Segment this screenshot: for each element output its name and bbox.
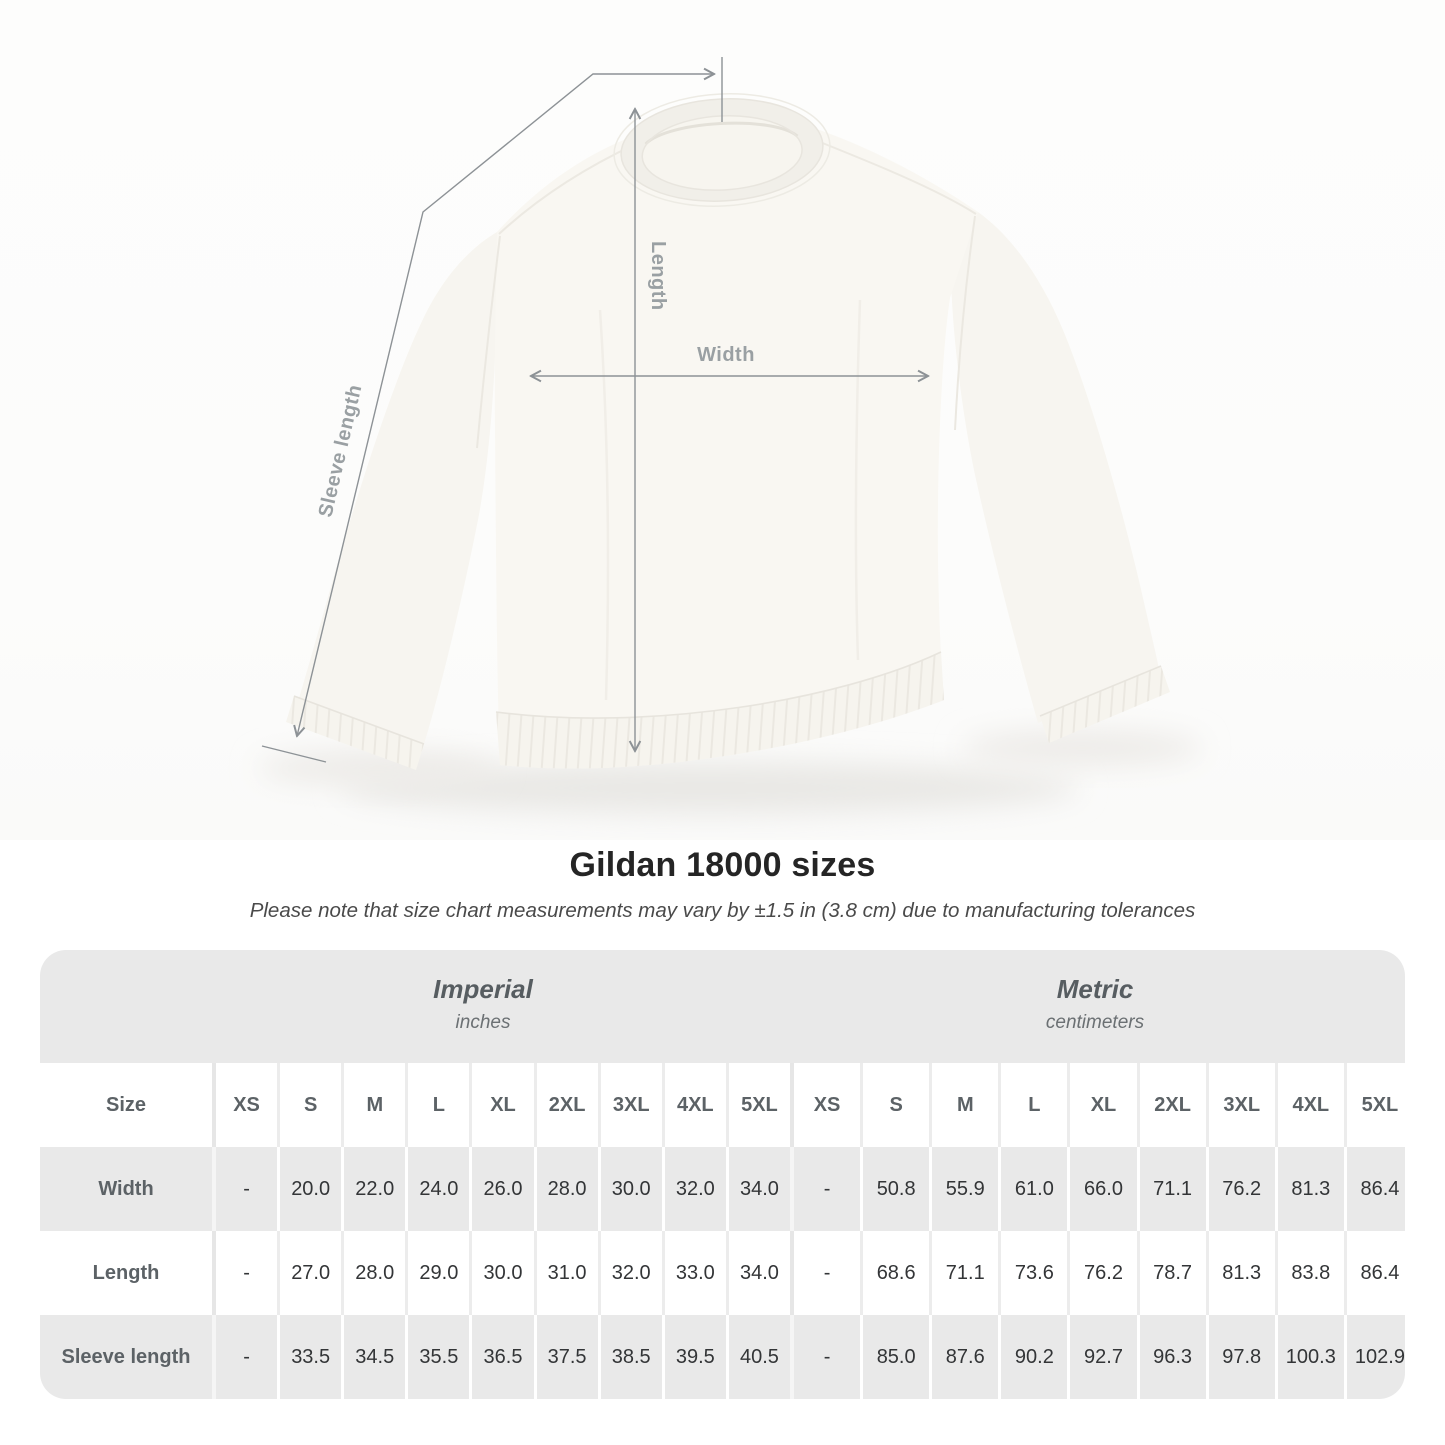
size-column-header: XL [1067,1063,1136,1147]
size-column-header: M [341,1063,405,1147]
size-column-header: 3XL [1206,1063,1275,1147]
size-column-header: XL [469,1063,533,1147]
sleeve-length-row [40,1315,1405,1399]
width-value-cell: 28.0 [534,1147,598,1231]
width-dimension-label: Width [697,344,755,366]
imperial-unit-header [110,974,856,1034]
length-value-cell: 34.0 [726,1231,790,1315]
metric-title: Metric [1056,974,1134,1004]
length-value-cell: 29.0 [405,1231,469,1315]
sleeve-length-value-cell: 37.5 [534,1315,598,1399]
width-value-cell: 81.3 [1275,1147,1344,1231]
size-column-header: 4XL [662,1063,726,1147]
sleeve-length-value-cell: 33.5 [277,1315,341,1399]
imperial-unit-label: inches [455,1012,511,1033]
sleeve-length-value-cell: 39.5 [662,1315,726,1399]
size-column-header: 2XL [534,1063,598,1147]
size-column-header: S [860,1063,929,1147]
sleeve-length-value-cell: 90.2 [998,1315,1067,1399]
metric-unit-header [785,974,1405,1034]
size-column-header: L [405,1063,469,1147]
size-column-header: 5XL [1344,1063,1413,1147]
sleeve-length-value-cell: - [243,1345,250,1368]
sleeve-length-dimension-label: Sleeve length [314,382,367,520]
sweatshirt-garment [286,88,1170,770]
width-value-cell: 71.1 [1137,1147,1206,1231]
size-column-header: S [277,1063,341,1147]
width-value-cell: 30.0 [598,1147,662,1231]
size-header-row [40,1063,1405,1147]
sleeve-length-value-cell: 34.5 [341,1315,405,1399]
sleeve-length-value-cell: 36.5 [469,1315,533,1399]
length-value-cell: 76.2 [1067,1231,1136,1315]
size-column-header: 2XL [1137,1063,1206,1147]
width-row-label: Width [98,1177,154,1200]
page-title: Gildan 18000 sizes [569,846,876,884]
sleeve-length-value-cell: 96.3 [1137,1315,1206,1399]
length-value-cell: 33.0 [662,1231,726,1315]
sleeve-length-value-cell: 35.5 [405,1315,469,1399]
size-column-header: 4XL [1275,1063,1344,1147]
length-value-cell: 81.3 [1206,1231,1275,1315]
length-value-cell: 83.8 [1275,1231,1344,1315]
size-corner-label: Size [105,1093,147,1116]
width-value-cell: 32.0 [662,1147,726,1231]
width-value-cell: - [243,1177,250,1200]
size-column-header: L [998,1063,1067,1147]
length-row-label: Length [92,1261,160,1284]
size-column-header: M [929,1063,998,1147]
size-column-header: 5XL [726,1063,790,1147]
length-row [40,1231,1405,1315]
length-value-cell: 32.0 [598,1231,662,1315]
size-column-header: 3XL [598,1063,662,1147]
unit-header-band [40,950,1405,1063]
length-value-cell: - [823,1261,831,1284]
metric-unit-label: centimeters [1045,1012,1145,1033]
size-column-header: XS [233,1093,260,1116]
sleeve-length-value-cell: 40.5 [726,1315,790,1399]
sleeve-length-value-cell: 92.7 [1067,1315,1136,1399]
width-value-cell: 76.2 [1206,1147,1275,1231]
sleeve-length-value-cell: 100.3 [1275,1315,1344,1399]
sleeve-length-value-cell: - [823,1345,831,1368]
sleeve-length-value-cell: 85.0 [860,1315,929,1399]
width-value-cell: - [823,1177,831,1200]
length-value-cell: 31.0 [534,1231,598,1315]
length-dimension-label: Length [647,241,669,311]
sleeve-length-value-cell: 87.6 [929,1315,998,1399]
length-value-cell: 30.0 [469,1231,533,1315]
sleeve-length-row-label: Sleeve length [61,1345,191,1368]
length-value-cell: 86.4 [1344,1231,1413,1315]
width-value-cell: 61.0 [998,1147,1067,1231]
length-value-cell: - [243,1261,250,1284]
length-value-cell: 28.0 [341,1231,405,1315]
width-value-cell: 26.0 [469,1147,533,1231]
width-value-cell: 66.0 [1067,1147,1136,1231]
sleeve-length-value-cell: 97.8 [1206,1315,1275,1399]
length-value-cell: 68.6 [860,1231,929,1315]
width-value-cell: 50.8 [860,1147,929,1231]
sleeve-length-value-cell: 102.9 [1344,1315,1405,1399]
title-block [0,846,1445,923]
length-value-cell: 71.1 [929,1231,998,1315]
length-value-cell: 78.7 [1137,1231,1206,1315]
width-row [40,1147,1405,1231]
length-value-cell: 73.6 [998,1231,1067,1315]
width-value-cell: 22.0 [341,1147,405,1231]
width-value-cell: 86.4 [1344,1147,1413,1231]
size-table [40,950,1405,1399]
size-column-header: XS [813,1093,841,1116]
width-value-cell: 55.9 [929,1147,998,1231]
width-value-cell: 20.0 [277,1147,341,1231]
sleeve-length-value-cell: 38.5 [598,1315,662,1399]
tolerance-note: Please note that size chart measurements may vary by ±1.5 in (3.8 cm) due to manufacturing tolerances [249,899,1196,922]
width-value-cell: 24.0 [405,1147,469,1231]
length-value-cell: 27.0 [277,1231,341,1315]
width-value-cell: 34.0 [726,1147,790,1231]
imperial-title: Imperial [433,974,533,1004]
